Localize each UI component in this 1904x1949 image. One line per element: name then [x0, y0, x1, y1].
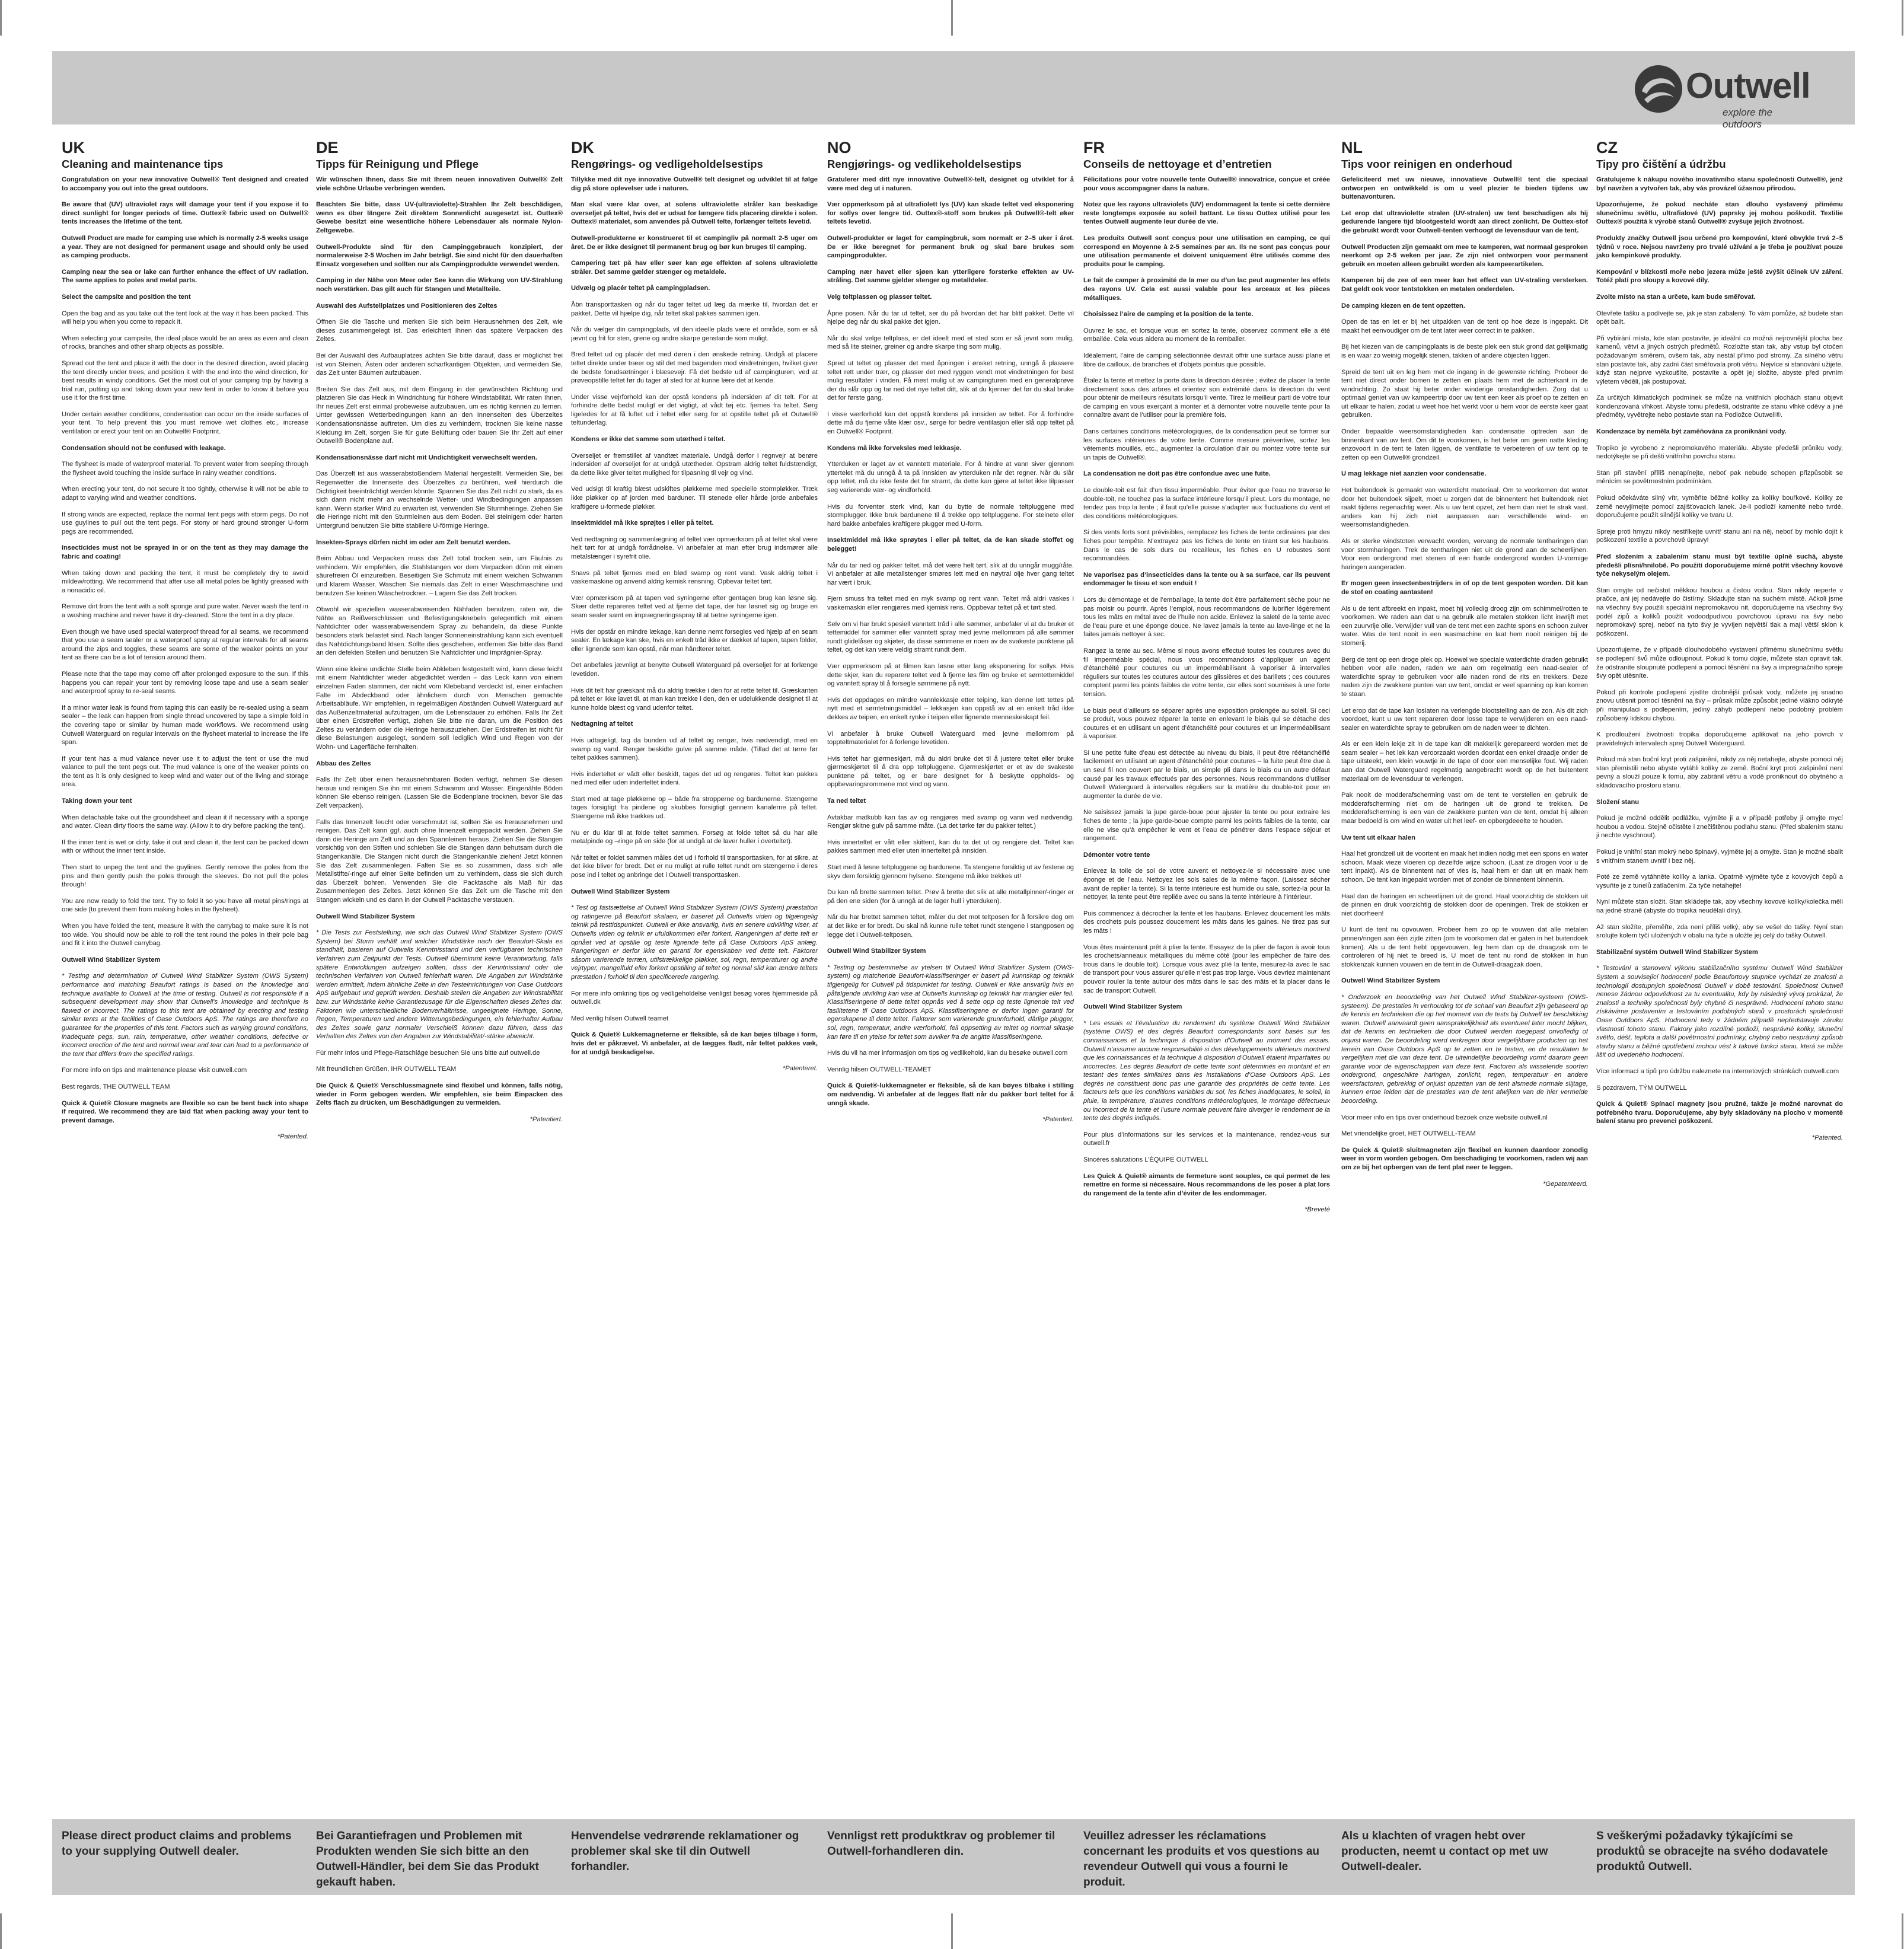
paragraph: Beachten Sie bitte, dass UV-(ultraviolette)-Strahlen Ihr Zelt beschädigen, wenn es über längere Zeit direktem Sonnenlicht ausgesetzt ist. Outtex® Gewebe besitzt eine wesentliche höhere Lebensdauer als normale Nylon-Zeltgewebe.: [316, 201, 563, 234]
patent-note: *Patented.: [277, 1133, 308, 1141]
paragraph: Outwell Producten zijn gemaakt om mee te kamperen, wat normaal gesproken neerkomt op 2-5 weken per jaar. Ze zijn niet ontworpen voor permanent gebruik en moeten alleen gebruikt worden als kampeerartikelen.: [1341, 243, 1588, 268]
section-title: Rengørings- og vedligeholdelsestips: [571, 158, 763, 170]
paragraph: I visse værforhold kan det oppstå kondens på innsiden av teltet. For å forhindre dette må du fjerne våte klær osv., sørge for bedre ventilasjon eller slå opp teltet på en Outwell® Footprint.: [827, 410, 1074, 436]
subheading: Insektmiddel må ikke sprøjtes i eller på teltet.: [571, 519, 714, 527]
subheading: Velg teltplassen og plasser teltet.: [827, 293, 932, 301]
paragraph: Campering tæt på hav eller søer kan øge effekten af solens ultraviolette stråler. Det samme gælder stænger og metaldele.: [571, 260, 818, 276]
paragraph: Remove dirt from the tent with a soft sponge and pure water. Never wash the tent in a washing machine and never have it dry-cleaned. Store the tent in a dry place.: [62, 603, 308, 619]
paragraph: Mit freundlichen Grüßen, IHR OUTWELL TEAM: [316, 1066, 457, 1073]
paragraph: Poté ze země vytáhněte kolíky a lanka. Opatrně vyjměte tyče z kovových čepů a vysuňte je z tunelů zatlačením. Za tyče netahejte!: [1596, 873, 1843, 889]
paragraph: Berg de tent op een droge plek op. Hoewel we speciale waterdichte draden gebruikt hebben voor alle naden, raden we aan om regelmatig een naad-sealer of waterdichte spray te gebruiken voor alle naden rond de rits en trekkers. Deze naden zijn de zwakkere punten van uw tent, omdat er veel spanning op kan komen te staan.: [1341, 656, 1588, 698]
patent-note: *Patentert.: [1042, 1116, 1074, 1124]
crop-mark: [1902, 1913, 1903, 1949]
subheading: Kondensationsnässe darf nicht mit Undichtigkeit verwechselt werden.: [316, 454, 538, 461]
paragraph: Ved udsigt til kraftig blæst udskiftes pløkkerne med specielle stormpløkker. Træk ikke pløkker op af jorden med barduner. Til stenede eller hårde jorde anbefales kraftigere u-formede pløkker.: [571, 486, 818, 511]
footer-claims-dk: Henvendelse vedrørende reklamationer og problemer skal ske til din Outwell forhandler.: [571, 1830, 799, 1873]
subheading: Er mogen geen insectenbestrijders in of op de tent gespoten worden. Dit kan de stof en coating aantasten!: [1341, 580, 1588, 596]
column-body: [827, 176, 1074, 1124]
language-code: FR: [1083, 139, 1105, 157]
paragraph: Hvis udtageligt, tag da bunden ud af teltet og rengør, hvis nødvendigt, med en svamp og vand. Rengør beskidte gulve på samme måde. (Tillad det at tørre før teltet pakkes sammen).: [571, 736, 818, 762]
paragraph: Let erop dat de tape kan loslaten na verlengde blootstelling aan de zon. Als dit zich voordoet, kunt u uw tent repareren door losse tape te verwijderen en een naad-sealer en waterdichte spray te gebruiken om de naden weer te dichten.: [1341, 707, 1588, 732]
crop-mark: [1902, 0, 1903, 36]
paragraph: * Die Tests zur Feststellung, wie sich das Outwell Wind Stabilizer System (OWS System) bei Sturm verhält und welcher Windstärke nach der Beaufort-Skala es standhält, basieren auf Outwells Kenntnisstand und den verfügbaren technischen Verfahren zum Zeitpunkt der Tests. Outwell übernimmt keine Verantwortung, falls spätere Entwicklungen aufzeigen sollten, dass der Kenntnisstand oder die technischen Verfahren von Outwell fehlerhaft waren. Die Angaben zur Windstärke werden ermittelt, indem ähnliche Zelte in den Testeinrichtungen von Oase Outdoors ApS aufgebaut und geprüft werden. Deshalb stellen die Angaben zur Windstabilität bzw. zur Windstärke keine Garantiezusage für die Eigenschaften dieses Zeltes dar. Faktoren wie unterschiedliche Bodenverhältnisse, ungeeignete Heringe, Sonne, Regen, Temperaturen und andere Witterungsbedingungen, ein fehlerhafter Aufbau des Zeltes sowie ganz normaler Verschleiß können dazu führen, dass das Verhalten des Zeltes von den Angaben zur Windstabilität/-stärke abweicht.: [316, 929, 563, 1041]
paragraph: Kempování v blízkosti moře nebo jezera může ještě zvýšit účinek UV záření. Totéž platí pro sloupy a kovové díly.: [1596, 268, 1843, 285]
paragraph: Tropiko je vyrobeno z nepromokavého materiálu. Abyste předešli průniku vody, nedotýkejte se při dešti vnitřního povrchu stanu.: [1596, 444, 1843, 461]
paragraph: Za určitých klimatických podmínek se může na vnitřních plochách stanu objevit kondenzovaná vlhkost. Abyste tomu předešli, odstraňte ze stanu vlhké oděvy a jiné předměty, vyvětrejte nebo postavte stan na Podložce Outwell®.: [1596, 394, 1843, 419]
paragraph: Kamperen bij de zee of een meer kan het effect van UV-straling versterken. Dat geldt ook voor tentstokken en metalen onderdelen.: [1341, 277, 1588, 293]
column-body: [1083, 176, 1330, 1214]
paragraph: Quick & Quiet® Spínací magnety jsou pružné, takže je možné narovnat do potřebného tvaru. Doporučujeme, aby byly skladovány na plocho v momentě balení stanu pro prevenci poškození.: [1596, 1101, 1843, 1125]
paragraph: Vi anbefaler å bruke Outwell Waterguard med jevne mellomrom på toppteltmaterialet for å forlenge levetiden.: [827, 730, 1074, 747]
paragraph: When selecting your campsite, the ideal place would be an area as even and clean of rocks, branches and other sharp objects as possible.: [62, 334, 308, 351]
subheading: Taking down your tent: [62, 798, 132, 805]
paragraph: Die Quick & Quiet® Verschlussmagnete sind flexibel und können, falls nötig, wieder in Form gebogen werden. Wir empfehlen, sie beim Einpacken des Zelts flach zu drücken, um Beschädigungen zu vermeiden.: [316, 1082, 563, 1107]
subheading: Kondens er ikke det samme som utæthed i teltet.: [571, 436, 726, 444]
section-title: Cleaning and maintenance tips: [62, 158, 224, 170]
paragraph: Snavs på teltet fjernes med en blød svamp og rent vand. Vask aldrig teltet i vaskemaskine og anvend aldrig kemisk rensning. Opbevar teltet tørt.: [571, 569, 818, 586]
paragraph: Open the bag and as you take out the tent look at the way it has been packed. This will help you when you come to repack it.: [62, 310, 308, 326]
paragraph: Fjern smuss fra teltet med en myk svamp og rent vann. Teltet må aldri vaskes i vaskemaskin eller rengjøres med kjemisk rens. Oppbevar teltet på et tørt sted.: [827, 595, 1074, 611]
paragraph: Hvis innerteltet er vått eller skittent, kan du ta det ut og rengjøre det. Teltet kan pakkes sammen med eller uten innerteltet på innsiden.: [827, 838, 1074, 855]
paragraph: Outwell Product are made for camping use which is normally 2-5 weeks usage a year. They are not designed for permanent usage and should only be used as camping products.: [62, 234, 308, 260]
paragraph: Pak nooit de modderafscherming vast om de tent te verstellen en gebruik de modderafscherming niet om de haringen uit de grond te trekken. De modderafscherming is een van de zwakkere punten van de tent, omdat hij alleen maar bedoeld is om wind en water uit het leef- en opbergdeeelte te houden.: [1341, 792, 1588, 825]
paragraph: Tillykke med dit nye innovative Outwell® telt designet og udviklet til at følge dig på store oplevelser ude i naturen.: [571, 176, 818, 192]
patent-note: *Gepatenteerd.: [1543, 1180, 1588, 1188]
subheading: Zvolte místo na stan a určete, kam bude směřovat.: [1596, 293, 1756, 301]
paragraph: Spreje proti hmyzu nikdy nestříkejte uvnitř stanu ani na něj, neboť by mohlo dojít k poškození textilie a povrchové úpravy!: [1596, 528, 1843, 544]
paragraph: Når du vælger din campingplads, vil den ideelle plads være et område, som er så jævnt og frit for sten, grene og andre skarpe genstande som muligt.: [571, 326, 818, 342]
paragraph: Notez que les rayons ultraviolets (UV) endommagent la tente si cette dernière reste longtemps exposée au soleil battant. Le tissu Outtex utilisé pour les tentes Outwell augmente leur durée de vie.: [1083, 201, 1330, 226]
paragraph: * Onderzoek en beoordeling van het Outwell Wind Stabilizer-systeem (OWS-systeem). De prestaties in verhouding tot de schaal van Beaufort zijn gebaseerd op de kennis en technieken die op het moment van de tests bij Outwell ter beschikking waren. Outwell aanvaardt geen aansprakelijkheid als eventueel later mocht blijken, dat de kennis en technieken die door Outwell werden toegepast onvolledig of onjuist waren. De beoordeling werd verkregen door vergelijkbare producten op het terrein van Oase Outdoors ApS op te zetten en te testen, en de resultaten te vergelijken met die van deze tent. De uiteindelijke beoordeling vormt daarom geen garantie voor de eigenschappen van deze tent. Factoren als wisselende soorten ondergrond, ongeschikte haringen, zonlicht, regen, temperatuur en andere weersfactoren, gebrekkig of onjuist opzetten van de tent alsmede normale slijtage, kunnen ertoe leiden dat de prestaties van de tent afwijken van de hier vermelde beoordeling.: [1341, 993, 1588, 1105]
paragraph: Med venlig hilsen Outwell teamet: [571, 1015, 669, 1022]
paragraph: Produkty značky Outwell jsou určené pro kempování, které obvykle trvá 2–5 týdnů v roce. Nejsou navrženy pro trvalé užívání a je třeba je používat pouze jako kempinkové produkty.: [1596, 234, 1843, 260]
patent-note: *Breveté: [1305, 1206, 1330, 1214]
section-title: Tipy pro čištění a údržbu: [1596, 158, 1726, 170]
footer-claims-uk: Please direct product claims and problems to your supplying Outwell dealer.: [62, 1830, 292, 1858]
paragraph: For more info on tips and maintenance please visit outwell.com: [62, 1067, 247, 1074]
column-body: [1596, 176, 1843, 1142]
paragraph: Upozorňujeme, že pokud necháte stan dlouho vystavený přímému slunečnímu světlu, ultrafialové (UV) paprsky jej mohou poškodit. Textilie Outtex® použitá k výrobě stanů Outwell® zvyšuje jejich životnost.: [1596, 201, 1843, 226]
footer-claims-no: Vennligst rett produktkrav og problemer til Outwell-forhandleren din.: [827, 1830, 1055, 1858]
paragraph: Gratulujeme k nákupu nového inovativního stanu společnosti Outwell®, jenž byl navržen a vytvořen tak, aby vás provázel úžasnou přírodou.: [1596, 176, 1843, 192]
paragraph: Vous êtes maintenant prêt à plier la tente. Essayez de la plier de façon à avoir tous les crochets/anneaux métalliques du même côté (pour les empêcher de faire des trous dans le double toit). Lorsque vous avez plié la tente, mesurez-la avec le sac de transport pour vous assurer qu’elle n’est pas trop large. Vous devriez maintenant pouvoir rouler la tente autour des mâts dans le sac des mâts et la placer dans le sac de transport Outwell.: [1083, 943, 1330, 994]
paragraph: Når teltet er foldet sammen måles det ud i forhold til transporttasken, for at sikre, at det ikke bliver for bredt. Det er nu muligt at rulle teltet rundt om stængerne i deres pose ind i teltet og anbringe det i Outwell transporttasken.: [571, 854, 818, 879]
paragraph: If strong winds are expected, replace the normal tent pegs with storm pegs. Do not use guylines to pull out the tent pegs. For stony or hard ground stronger U-form pegs are recommended.: [62, 511, 308, 535]
paragraph: Avtakbar matkubb kan tas av og rengjøres med svamp og vann ved nødvendig. Rengjør skitne gulv på samme måte. (La det tørke før du pakker teltet.): [827, 814, 1074, 830]
paragraph: When detachable take out the groundsheet and clean it if necessary with a sponge and water. Clean dirty floors the same way. (Allow it to dry before packing the tent).: [62, 814, 308, 830]
subheading: Outwell Wind Stabilizer System: [827, 948, 926, 955]
patent-note: *Patented.: [1811, 1134, 1843, 1141]
paragraph: Nyní můžete stan složit. Stan skládejte tak, aby všechny kovové kolíky/kolečka měli na jedné straně (abyste do tropika neudělali díry).: [1596, 898, 1843, 914]
paragraph: Når du tar ned og pakker teltet, må det være helt tørt, slik at du unngår mugg/råte. Vi anbefaler at alle metallstenger smøres lett med en nøytral olje hver gang teltet har vært i bruk.: [827, 562, 1074, 586]
paragraph: Falls Ihr Zelt über einen herausnehmbaren Boden verfügt, nehmen Sie diesen heraus und reinigen Sie ihn mit einem Schwamm und Wasser. Eingenähte Böden können Sie ebenso reinigen. (Lassen Sie die Bodenplane trocknen, bevor Sie das Zelt verpacken).: [316, 776, 563, 810]
paragraph: Více informací a tipů pro údržbu naleznete na internetových stránkách outwell.com: [1596, 1067, 1839, 1075]
paragraph: Åbn transporttasken og når du tager teltet ud læg da mærke til, hvordan det er pakket. Dette vil hjælpe dig, når teltet skal pakkes sammen igen.: [571, 301, 818, 317]
language-column-nl: [1341, 139, 1588, 1799]
crop-mark: [0, 0, 2, 36]
paragraph: Hvis det oppdages en mindre vannlekkasje etter teiping, kan denne lett tettes på nytt med et sømtetningsmiddel – lekkasjen kan oppstå av at en enkelt tråd ikke dekkes av teipen, en enkelt rynke i teipen eller lignende menneskeskapt feil.: [827, 696, 1074, 721]
paragraph: Étalez la tente et mettez la porte dans la direction désirée ; évitez de placer la tente directement sous des arbres et orientez son extrémité dans la direction du vent pour obtenir de meilleurs résultats lorsqu’il vente. Tirez le meilleur parti de votre tour de camping en vous exerçant à monter et à démonter votre nouvelle tente pour la connaître avant de l’utiliser pour la première fois.: [1083, 377, 1330, 419]
column-body: [62, 176, 308, 1141]
subheading: Kondenzace by neměla být zaměňována za proniknání vody.: [1596, 428, 1787, 436]
paragraph: Under visse vejrforhold kan der opstå kondens på indersiden af dit telt. For at forhindre dette bedst muligt er det vigtigt, at vådt tøj etc. fjernes fra teltet. Sørg ligeledes for at få luftet ud i teltet eller sørg for at opstille teltet på et Outwell® teltunderlag.: [571, 393, 818, 427]
footer-claims-nl: Als u klachten of vragen hebt over producten, neemt u contact op met uw Outwell-dealer.: [1341, 1830, 1548, 1873]
paragraph: Haal het grondzeil uit de voortent en maak het indien nodig met een spons en water schoon. Maak vieze vloeren op dezelfde wijze schoon. (Laat ze drogen voor u de tent inpakt). Als de binnentent nat of vies is, haal hem er dan uit en maak hem schoon. De tent kan ingepakt worden met of zonder de binnentent binnenin.: [1341, 850, 1588, 883]
paragraph: Outwell-produkterne er konstrueret til et campingliv på normalt 2-5 uger om året. De er ikke designet til permanent brug og bør kun bruges til camping.: [571, 234, 818, 251]
paragraph: * Test og fastsættelse af Outwell Wind Stabilizer System (OWS System) præstation og ratingerne på Beaufort skalaen, er baseret på Outwells viden og tilgængelig teknik på testtidspunktet. Outwell er ikke ansvarlig, hvis en senere udvikling viser, at Outwells viden og teknik er ufuldkommen eller forkert. Rangeringen af dette telt er opnået ved at opstille og teste lignende telte på Oase Outdoors ApS anlæg. Rangeringen er derfor ikke en garanti for egenskaben ved dette telt. Faktorer såsom varierende terræn, utilstrækkelige pløkker, sol, regn, temperaturer og andre vejrtyper, mangelfuld eller forkert opstilling af teltet og normal slid kan ændre teltets præstation i forhold til den specificerede rangering.: [571, 904, 818, 981]
subheading: Outwell Wind Stabilizer System: [571, 888, 670, 895]
paragraph: Pokud je vnitřní stan mokrý nebo špinavý, vyjměte jej a omyjte. Stan je možné sbalit s vnitřním stanem uvnitř i bez něj.: [1596, 848, 1843, 865]
paragraph: Åpne posen. Når du tar ut teltet, ser du på hvordan det har blitt pakket. Dette vil hjelpe deg når du skal pakke det igjen.: [827, 310, 1074, 326]
subheading: Složení stanu: [1596, 798, 1640, 806]
subheading: Outwell Wind Stabilizer System: [1341, 977, 1440, 985]
paragraph: * Les essais et l’évaluation du rendement du système Outwell Wind Stabilizer (système OWS) et des degrés Beaufort correspondants sont basés sur les connaissances et la technique à disposition d’Outwell au moment des essais. Outwell n’assume aucune responsabilité si des développements ultérieurs montrent que les connaissances et la technique à disposition d’Outwell étaient imparfaites ou incorrectes. Les degrés Beaufort de cette tente sont déterminés en montant et en testant des tentes similaires dans les installations d’Oase Outdoors ApS. Les degrés ne constituent donc pas une garantie des propriétés de cette tente. Les facteurs tels que les conditions variables du sol, les fiches inadéquates, le soleil, la pluie, la température, d’autres conditions météorologiques, le montage défectueux ou incorrect de la tente et l’usure normale peuvent faire diverger le rendement de la tente des degrés indiqués.: [1083, 1019, 1330, 1122]
paragraph: Rangez la tente au sec. Même si nous avons effectué toutes les coutures avec du fil imperméable spécial, nous vous recommandons d’appliquer un agent d’étanchéité pour coutures ou un imperméabilisant à vaporiser à intervalles réguliers sur toutes les coutures autour des glissières et des barillets ; ces coutures comptent parmi les points faibles de votre tente, car elles sont soumises à une forte tension.: [1083, 647, 1330, 698]
paragraph: For mere info omkring tips og vedligeholdelse venligst besøg vores hjemmeside på outwell.dk: [571, 990, 818, 1006]
paragraph: Camping near the sea or lake can further enhance the effect of UV radiation. The same applies to poles and metal parts.: [62, 268, 308, 285]
language-code: CZ: [1596, 139, 1618, 157]
paragraph: Breiten Sie das Zelt aus, mit dem Eingang in der gewünschten Richtung und platzieren Sie das Heck in Windrichtung für höhere Windstabilität. Wir raten Ihnen, Ihr neues Zelt erst einmal probeweise aufzubauen, um es richtig kennen zu lernen. Unter gewissen Wetterbedingungen kann an den Innenseiten des Überzeltes Kondensationsnässe auftreten. Um dies zu verhindern, trocknen Sie keine nasse Kleidung im Zelt, sorgen Sie für gute Belüftung oder bauen Sie Ihr Zelt auf einer Outwell® Bodenplane auf.: [316, 385, 563, 445]
paragraph: Otevřete tašku a podívejte se, jak je stan zabalený. To vám pomůže, až budete stan opět balit.: [1596, 310, 1843, 326]
paragraph: Le double-toit est fait d’un tissu imperméable. Pour éviter que l’eau ne traverse le double-toit, ne touchez pas la surface intérieure lorsqu’il pleut. Lors du montage, ne tendez pas trop la tente ; il faut qu’elle puisse s’adapter aux fluctuations du vent et des conditions météorologiques.: [1083, 487, 1330, 520]
language-column-no: [827, 139, 1074, 1799]
paragraph: Bij het kiezen van de campingplaats is de beste plek een stuk grond dat gelijkmatig is en waar zo weinig mogelijk stenen, takken of andere objecten liggen.: [1341, 343, 1588, 359]
paragraph: Når du skal velge teltplass, er det ideelt med et sted som er så jevnt som mulig, med så lite steiner, greiner og andre skarpe ting som mulig.: [827, 334, 1074, 351]
paragraph: Start med at tage pløkkerne op – både fra stropperne og bardunerne. Stængerne tages forsigtigt fra pindene og skubbes forsigtigt gennem kanalerne på teltet. Stængerne må ikke trækkes ud.: [571, 795, 818, 821]
section-title: Rengjørings- og vedlikeholdelsestips: [827, 158, 1022, 170]
paragraph: Ne saisissez jamais la jupe garde-boue pour ajuster la tente ou pour extraire les fiches de tente ; la jupe garde-boue compte parmi les points faibles de la tente, car elle ne vise qu’à empêcher le vent et l’eau de pénétrer dans l’espace séjour et rangement.: [1083, 809, 1330, 843]
paragraph: If your tent has a mud valance never use it to adjust the tent or use the mud valance to pull the tent pegs out. The mud valance is one of the weaker points on the tent as it is only designed to keep wind and water out of the living and storage area.: [62, 755, 308, 789]
paragraph: Le biais peut d’ailleurs se séparer après une exposition prolongée au soleil. Si ceci se produit, vous pouvez réparer la tente en enlevant le biais qui se détache des coutures et en utilisant un agent d’étanchéité pour coutures et un imperméabilisant à vaporiser.: [1083, 707, 1330, 741]
paragraph: Sincères salutations L’ÉQUIPE OUTWELL: [1083, 1156, 1208, 1164]
subheading: Ne vaporisez pas d’insecticides dans la tente ou à sa surface, car ils peuvent endommager le tissu et son enduit !: [1083, 571, 1330, 588]
paragraph: * Testing og bestemmelse av ytelsen til Outwell Wind Stabilizer System (OWS-system) og matchende Beaufort-klassifiseringer er basert på kunnskap og teknikk tilgjengelig for Outwell på tidspunktet for testing. Outwell er ikke ansvarlig hvis en påfølgende utvikling kan vise at Outwells kunnskap og teknikk har mangler eller feil. Klassifiseringene til dette teltet oppnås ved å sette opp og teste lignende telt ved fasilitetene til Oase Outdoors ApS. Klassifiseringene er derfor ingen garanti for egenskapene til dette teltet. Faktorer som varierende grunnforhold, dårlige plugger, sol, regn, temperatur, andre værforhold, feil oppsetting av teltet og normal slitasje kan føre til en ytelse for teltet som avviker fra de angitte klassifiseringene.: [827, 964, 1074, 1041]
paragraph: Nu er du klar til at folde teltet sammen. Forsøg at folde teltet så du har alle metalpinde og –ringe på en side (for at undgå at de laver huller i overteltet).: [571, 829, 818, 846]
subheading: Nedtagning af teltet: [571, 720, 633, 728]
paragraph: Under certain weather conditions, condensation can occur on the inside surfaces of your tent. To help prevent this you must remove wet clothes etc., increase ventilation or erect your tent on an Outwell® Footprint.: [62, 410, 308, 436]
paragraph: Als er sterke windstoten verwacht worden, vervang de normale tentharingen dan voor stormharingen. Trek de tentharingen niet uit de grond aan de scheerlijnen. Voor een ondergrond met stenen of een harde ondergrond worden U-vormige haringen aangeraden.: [1341, 538, 1588, 571]
section-title: Tipps für Reinigung und Pflege: [316, 158, 479, 170]
paragraph: Quick & Quiet® Closure magnets are flexible so can be bent back into shape if required. We recommend they are laid flat when packing away your tent to prevent damage.: [62, 1099, 308, 1124]
paragraph: Hvis du vil ha mer informasjon om tips og vedlikehold, kan du besøke outwell.com: [827, 1050, 1068, 1057]
language-column-uk: [62, 139, 308, 1799]
paragraph: Das Überzelt ist aus wasserabstoßendem Material hergestellt. Vermeiden Sie, bei Regenwetter die Innenseite des Überzeltes zu berühren, weil hierdurch die Dichtigkeit beeinträchtigt werden könnte. Spannen Sie das Zelt nicht zu stark, da es sich dann nicht mehr an wechselnde Wetter- und Windbedingungen anpassen kann. Wenn starker Wind zu erwarten ist, verwenden Sie Sturmheringe. Ziehen Sie die Heringe nicht mit den Sturmleinen aus dem Boden. Bei steinigem oder harten Untergrund benutzen Sie bitte stabilere U-förmige Heringe.: [316, 470, 563, 529]
paragraph: The flysheet is made of waterproof material. To prevent water from seeping through the flysheet avoid touching the inside surface in rainy weather conditions.: [62, 461, 308, 477]
paragraph: Camping in der Nähe von Meer oder See kann die Wirkung von UV-Strahlung noch verstärken. Das gilt auch für Stangen und Metallteile.: [316, 277, 563, 293]
paragraph: When erecting your tent, do not secure it too tightly, otherwise it will not be able to adapt to varying wind and weather conditions.: [62, 486, 308, 502]
language-column-dk: [571, 139, 818, 1799]
paragraph: Vær oppmerksom på at ultrafiolett lys (UV) kan skade teltet ved eksponering for sollys over lengre tid. Outtex®-stoff som brukes på Outwell®-telt øker teltets levetid.: [827, 201, 1074, 226]
paragraph: Wir wünschen Ihnen, dass Sie mit Ihrem neuen innovativen Outwell® Zelt viele schöne Urlaube verbringen werden.: [316, 176, 563, 192]
paragraph: Les Quick & Quiet® aimants de fermeture sont souples, ce qui permet de les remettre en forme si nécessaire. Nous recommandons de les poser à plat lors du rangement de la tente afin d’éviter de les endommager.: [1083, 1172, 1330, 1197]
paragraph: Pokud je možné oddělit podlážku, vyjměte ji a v případě potřeby ji omyjte mycí houbou a vodou. Stejně očistěte i znečištěnou podlahu stanu. (Před sbalením stanu ji nechte vyschnout).: [1596, 815, 1843, 840]
paragraph: Si des vents forts sont prévisibles, remplacez les fiches de tente ordinaires par des fiches pour tempête. N’extrayez pas les fiches de tente en tirant sur les haubans. Dans le cas de sols durs ou rocailleux, les fiches en U robustes sont recommandées.: [1083, 529, 1330, 563]
subheading: La condensation ne doit pas être confondue avec une fuite.: [1083, 470, 1271, 478]
paragraph: Lors du démontage et de l’emballage, la tente doit être parfaitement sèche pour ne pas moisir ou pourrir. Après l’emploi, nous recommandons de lubrifier légèrement tous les mâts en métal avec de l’huile non acide. Enlevez la saleté de la tente avec de l’eau pure et une éponge douce. Ne lavez jamais la tente au lave-linge et ne la faites jamais nettoyer à sec.: [1083, 596, 1330, 639]
language-column-cz: [1596, 139, 1843, 1799]
paragraph: * Testing and determination of Outwell Wind Stabilizer System (OWS System) performance and matching Beaufort ratings is based on the knowledge and technique available to Outwell at the time of testing. Outwell is not responsible if a subsequent development may show that Outwell's knowledge and technique is flawed or incorrect. The ratings to this tent are obtained by erecting and testing similar tents at the facilities of Oase Outdoors ApS. The ratings are therefore no guarantee for the properties of this tent. Factors such as varying ground conditions, inadequate pegs, sun, rain, temperature, other weather conditions, defective or incorrect erection of the tent and normal wear and tear can lead to a performance of the tent that differs from the specified ratings.: [62, 972, 308, 1058]
paragraph: Pokud očekáváte silný vítr, vyměňte běžné kolíky za kolíky bouřkové. Kolíky ze země nevyjímejte pomocí zajišťovacích lanek. Je-li podloží kamenité nebo tvrdé, doporučujeme použít silnější kolíky ve tvaru U.: [1596, 495, 1843, 519]
paragraph: Dans certaines conditions météorologiques, de la condensation peut se former sur les surfaces intérieures de votre tente. Comme mesure préventive, sortez les vêtements mouillés, etc., augmentez la circulation d’air ou montez votre tente sur un tapis de Outwell®.: [1083, 428, 1330, 461]
paragraph: Pokud má stan boční kryt proti zašpinění, nikdy za něj netahejte, abyste pomocí něj stan přemístili nebo abyste vytáhli kolíky ze země. Boční kryt proti zašpinění není pevný a slouží pouze k tomu, aby zabránil větru a vodě proniknout do obytného a skladovacího prostoru stanu.: [1596, 756, 1843, 790]
paragraph: * Testování a stanovení výkonu stabilizačního systému Outwell Wind Stabilizer System a související hodnocení podle Beaufortovy stupnice vychází ze znalostí a technologií dostupných společnosti Outwell v době testování. Společnost Outwell nenese žádnou odpovědnost za tu eventualitu, kdy by následný vývoj prokázal, že znalosti a techniky společnosti byly chybné či nesprávné. Hodnocení tohoto stanu získáváme postavením a testováním podobných stanů v prostorách společnosti Oase Outdoors ApS. Hodnocení tedy v žádném případě nepředstavuje záruku vlastností tohoto stanu. Faktory jako rozdílné podloží, nesprávné kolíky, sluneční světlo, déšť, teplota a další povětrnostní podmínky, chybný nebo nesprávný způsob stavby stanu a běžné opotřebení mohou vést k takové funkci stanu, která se může lišit od uvedeného hodnocení.: [1596, 965, 1843, 1059]
paragraph: Félicitations pour votre nouvelle tente Outwell® innovatrice, conçue et créée pour vous accompagner dans la nature.: [1083, 176, 1330, 192]
paragraph: Gefeliciteerd met uw nieuwe, innovatieve Outwell® tent die speciaal ontworpen en ontwikkeld is om u veel plezier te bieden tijdens uw buitenavonturen.: [1341, 176, 1588, 201]
section-title: Conseils de nettoyage et d’entretien: [1083, 158, 1272, 170]
header-band: [52, 51, 1855, 125]
paragraph: Then start to unpeg the tent and the guylines. Gently remove the poles from the pins and then gently push the poles through the sleeves. Do not pull the poles through!: [62, 864, 308, 889]
brand-logo: [1634, 59, 1811, 130]
outwell-swirl-logo-icon: [1634, 64, 1683, 114]
paragraph: S pozdravem, TÝM OUTWELL: [1596, 1084, 1687, 1092]
paragraph: Best regards, THE OUTWELL TEAM: [62, 1083, 170, 1090]
paragraph: Congratulation on your new innovative Outwell® Tent designed and created to accompany you out into the great outdoors.: [62, 176, 308, 192]
paragraph: Si une petite fuite d’eau est détectée au niveau du biais, il peut être réétanchéifié facilement en utilisant un agent d’étanchéité pour coutures – la fuite peut être due à un seul fil non couvert par le biais, un simple pli dans le biais ou un autre défaut causé par les travaux effectués par des personnes. Nous recommandons d’utiliser Outwell Waterguard à intervalles réguliers sur la matière du double-toit pour en augmenter la durée de vie.: [1083, 749, 1330, 800]
paragraph: Als er een klein lekje zit in de tape kan dit makkelijk gerepareerd worden met de seam sealer – het lek kan veroorzaakt worden doordat een enkel draadje onder de tape uitsteekt, een klein vouwtje in de tape of door een menselijke fout. Wij raden aan dat Outwell Waterguard regelmatig aangebracht wordt op de het buitentent materiaal om de levensduur te verlengen.: [1341, 741, 1588, 783]
paragraph: Hvis teltet har gjørmeskjørt, må du aldri bruke det til å justere teltet eller bruke gjørmeskjørtet til å dra opp teltpluggene. Gjørmeskjørtet er et av de svakeste punktene på teltet, og er bare designet for å beskytte oppholds- og oppbevaringsrommene mot vind og vann.: [827, 755, 1074, 789]
paragraph: Open de tas en let er bij het uitpakken van de tent op hoe deze is ingepakt. Dit maakt het eenvoudiger om de tent later weer correct in te pakken.: [1341, 318, 1588, 334]
footer-claims-fr: Veuillez adresser les réclamations concernant les produits et vos questions au revendeur Outwell qui vous a fourni le produit.: [1083, 1830, 1320, 1889]
subheading: Před složením a zabalením stanu musí být textilie úplně suchá, abyste předešli plísni/hnilobě. Po použití doporučujeme mírně potřít všechny kovové tyče nekyselým olejem.: [1596, 553, 1843, 578]
paragraph: Vær opmærksom på at tapen ved syningerne efter gentagen brug kan løsne sig. Skær dette repareres teltet ved at fjerne det tape, der har løsnet sig og bruge en seam sealer samt en imprægneringsspray til at tætne syningerne igen.: [571, 594, 818, 619]
paragraph: Gratulerer med ditt nye innovative Outwell®-telt, designet og utviklet for å være med deg ut i naturen.: [827, 176, 1074, 192]
subheading: Choisissez l’aire de camping et la position de la tente.: [1083, 311, 1254, 318]
subheading: Insekten-Sprays dürfen nicht im oder am Zelt benutzt werden.: [316, 538, 511, 546]
subheading: Outwell Wind Stabilizer System: [316, 913, 415, 920]
patent-note: *Patenteret.: [782, 1065, 818, 1073]
paragraph: When you have folded the tent, measure it with the carrybag to make sure it is not too wide. You should now be able to roll the tent round the poles in their pole bag and fit it into the Outwell carrybag.: [62, 923, 308, 948]
paragraph: Camping nær havet eller sjøen kan ytterligere forsterke effekten av UV-stråling. Det samme gjelder stenger og metalldeler.: [827, 268, 1074, 285]
paragraph: Spred ut teltet og plasser det med åpningen i ønsket retning, unngå å plassere teltet rett under trær, og plasser det med ryggen vendt mot vindretningen for best mulig resultater i vinden. Få mest mulig ut av campingturen med en generalprøve der du slår opp og tar ned det nye teltet ditt, slik at du kjenner det før du skal bruke det for første gang.: [827, 359, 1074, 402]
patent-note: *Patentiert.: [530, 1115, 563, 1123]
paragraph: U kunt de tent nu opvouwen. Probeer hem zo op te vouwen dat alle metalen pinnen/ringen aan één zijde zitten (om te voorkomen dat er gaten in het buitendoek komen). Als u de tent hebt opgevouwen, leg hem dan op de draagzak om te controleren of hij niet te breed is. U moet de tent nu rond de stokken in hun stokkenzak kunnen vouwen en de tent in de Outwell-draagzak doen.: [1341, 926, 1588, 968]
paragraph: Beim Abbau und Verpacken muss das Zelt total trocken sein, um Fäulnis zu verhindern. Wir empfehlen, die Stahlstangen vor dem Verpacken dünn mit einem säurefreien Öl einzureiben. Beseitigen Sie Schmutz mit einem weichen Schwamm und klarem Wasser. Waschen Sie niemals das Zelt in einer Waschmaschine und benutzen Sie keinen Wäschetrockner. – Lagern Sie das Zelt trocken.: [316, 555, 563, 597]
subheading: Démonter votre tente: [1083, 851, 1150, 859]
crop-mark: [0, 1913, 2, 1949]
subheading: Outwell Wind Stabilizer System: [1083, 1003, 1182, 1011]
column-body: [316, 176, 563, 1124]
language-code: NL: [1341, 139, 1363, 157]
paragraph: Bei der Auswahl des Aufbauplatzes achten Sie bitte darauf, dass er möglichst frei ist von Steinen, Ästen oder anderen scharfkantigen Objekten, und vermeiden Sie, das Zelt unter Bäumen aufzubauen.: [316, 352, 563, 377]
paragraph: When taking down and packing the tent, it must be completely dry to avoid mildew/rotting. We recommend that after use all metal poles be lightly greased with a nonacidic oil.: [62, 569, 308, 594]
subheading: Auswahl des Aufstellplatzes und Positionieren des Zeltes: [316, 302, 497, 310]
subheading: Abbau des Zeltes: [316, 760, 371, 767]
subheading: Outwell Wind Stabilizer System: [62, 956, 161, 964]
paragraph: Outwell-produkter er laget for campingbruk, som normalt er 2–5 uker i året. De er ikke beregnet for permanent bruk og skal bare brukes som campingprodukter.: [827, 234, 1074, 260]
paragraph: Ytterduken er laget av et vanntett materiale. For å hindre at vann siver gjennom yttertelet må du unngå å ta på innsiden av ytterduken når det regner. Når du slår opp teltet, må du ikke feste det for stramt, da dette kan gjøre at teltet ikke tilpasser seg varierende vær- og vindforhold.: [827, 461, 1074, 495]
paragraph: Onder bepaalde weersomstandigheden kan condensatie optreden aan de binnenkant van uw tent. Om dit te voorkomen, is het beter om geen natte kleding enzovoort in de tent te laten liggen, de ventilatie te verbeteren of uw tent op te zetten op een Outwell® grondzeil.: [1341, 428, 1588, 461]
paragraph: Quick & Quiet® Lukkemagneterne er fleksible, så de kan bøjes tilbage i form, hvis det er påkrævet. Vi anbefaler, at de lægges fladt, når teltet pakkes væk, for at undgå beskadigelse.: [571, 1031, 818, 1056]
paragraph: Bred teltet ud og placér det med døren i den ønskede retning. Undgå at placere teltet direkte under træer og stil det med bagenden mod vindretningen, hvilket giver de bedste forudsætninger i blæsevejr. Få det bedste ud af campingturen, ved at prøveopstille teltet før du tager af sted for at kunne lære det at kende.: [571, 351, 818, 385]
paragraph: Du kan nå brette sammen teltet. Prøv å brette det slik at alle metallpinner/-ringer er på den ene siden (for å unngå at de lager hull i ytterduken).: [827, 889, 1074, 905]
paragraph: Let erop dat ultraviolette stralen (UV-stralen) uw tent beschadigen als hij gedurende langere tijd blootgesteld wordt aan direct zonlicht. De Outtex-stof die gebruikt wordt voor Outwell-tenten verhoogt de levensduur van de tent.: [1341, 209, 1588, 234]
paragraph: Falls das Innenzelt feucht oder verschmutzt ist, sollten Sie es herausnehmen und reinigen. Das Zelt kann ggf. auch ohne Innenzelt eingepackt werden. Ziehen Sie dann die Heringe am Zelt und an den Spannleinen heraus. Ziehen Sie die Stangen vorsichtig von den Stiften und schieben Sie die Stangen dann behutsam durch die Stangenkanäle. Die Stangen nicht durch die Stangenkanäle ziehen! Jetzt können Sie das Zelt zusammenlegen. Falten Sie es so zusammen, dass sich alle Metallstifte/-ringe auf einer Seite befinden um zu verhindern, dass sie sich durch das Überzelt bohren. Verwenden Sie die Packtasche als Maß für das Zusammenlegen des Zeltes. Jetzt können Sie das Zelt um die Tasche mit den Stangen wickeln und es dann in der Outwell Packtasche verstauen.: [316, 818, 563, 904]
paragraph: Be aware that (UV) ultraviolet rays will damage your tent if you expose it to direct sunlight for longer periods of time. Outtex® fabric used on Outwell® tents increases the lifetime of the tent.: [62, 201, 308, 226]
column-body: [571, 176, 818, 1073]
subheading: U mag lekkage niet aanzien voor condensatie.: [1341, 470, 1487, 478]
paragraph: Až stan složíte, přeměřte, zda není příliš velký, aby se vešel do tašky. Nyní stan srolujte kolem tyčí uložených v obalu na tyče a uložte jej celý do tašky Outwell.: [1596, 923, 1843, 940]
paragraph: Even though we have used special waterproof thread for all seams, we recommend that you use a seam sealer or a waterproof spray at regular intervals for all seams around the zips and toggles, these seams are some of the weaker points on your tent as there can be a lot of tension around them.: [62, 628, 308, 662]
paragraph: Met vriendelijke groet, HET OUTWELL-TEAM: [1341, 1130, 1476, 1138]
language-code: NO: [827, 139, 851, 157]
paragraph: Haal dan de haringen en scheerlijnen uit de grond. Haal voorzichtig de stokken uit de pinnen en druk voorzichtig de stokken door de openingen. Trek de stokken er niet doorheen!: [1341, 892, 1588, 917]
paragraph: Please note that the tape may come off after prolonged exposure to the sun. If this happens you can repair your tent by removing loose tape and use a seam sealer and waterproof spray to re-seal seams.: [62, 670, 308, 696]
column-body: [1341, 176, 1588, 1188]
subheading: De camping kiezen en de tent opzetten.: [1341, 302, 1465, 310]
paragraph: Hvis der opstår en mindre lækage, kan denne nemt forsegles ved hjælp af en seam sealer. En lækage kan ske, hvis en enkelt tråd ikke er dækket af tapen, tapen folder, eller lignende som kan opstå, når man håndterer teltet.: [571, 628, 818, 653]
subheading: Stabilizační systém Outwell Wind Stabilizer System: [1596, 948, 1758, 956]
subheading: Condensation should not be confused with leakage.: [62, 444, 226, 452]
section-title: Tips voor reinigen en onderhoud: [1341, 158, 1513, 170]
paragraph: Idéalement, l’aire de camping sélectionnée devrait offrir une surface aussi plane et libre de cailloux, de branches et d’objets pointus que possible.: [1083, 352, 1330, 368]
paragraph: Hvis du forventer sterk vind, kan du bytte de normale teltpluggene med stormplugger. Ikke bruk bardunene til å trekke opp teltpluggene. For steinete eller hard bakke anbefales kraftigere plugger med U-form.: [827, 503, 1074, 528]
paragraph: Selv om vi har brukt spesiell vanntett tråd i alle sømmer, anbefaler vi at du bruker et tettemiddel for sømmer eller vanntett spray med jevne mellomrom på alle sømmer rundt glidelåser og skjøter, da disse sømmene er noen av de svakeste punktene på teltet, og det kan være veldig stramt rundt dem.: [827, 620, 1074, 654]
brand-tagline: explore the outdoors: [1723, 107, 1773, 130]
paragraph: Hvis dit telt har græskant må du aldrig trække i den for at rette teltet til. Græskanten på teltet er ikke lavet til, at man kan trække i den, den er udelukkende designet til at kunne holde blæst og vand udenfor teltet.: [571, 687, 818, 712]
paragraph: K prodloužení životnosti tropika doporučujeme aplikovat na jeho povrch v pravidelných intervalech sprej Outwell Waterguard.: [1596, 731, 1843, 747]
paragraph: Spreid de tent uit en leg hem met de ingang in de gewenste richting. Probeer de tent niet direct onder bomen te zetten en plaats hem met de achterkant in de windrichting. Zo staat hij beter onder winderige omstandigheden. Zorg dat u optimaal geniet van uw kampeertrip door uw tent een keer als proef op te zetten en uit elkaar te halen, zodat u weet hoe het werkt voor u hem voor de eerste keer gaat gebruiken.: [1341, 368, 1588, 419]
paragraph: Start med å løsne teltpluggene og bardunene. Ta stengene forsiktig ut av festene og skyv dem forsiktig gjennom hylsene. Stengene må ikke trekkes ut!: [827, 864, 1074, 880]
paragraph: Het buitendoek is gemaakt van waterdicht materiaal. Om te voorkomen dat water door het buitendoek sijpelt, moet u zorgen dat de binnentent het buitendoek niet raakt tijdens regenachtig weer. Als u uw tent opzet, zet hem dan niet te strak vast, anders kan hij zich niet aanpassen aan verschillende wind- en weersomstandigheden.: [1341, 487, 1588, 529]
language-column-de: [316, 139, 563, 1799]
paragraph: Quick & Quiet®-lukkemagneter er fleksible, så de kan bøyes tilbake i stilling om nødvendig. Vi anbefaler at de legges flatt når du pakker bort teltet for å unngå skade.: [827, 1082, 1074, 1107]
subheading: Udvælg og placér teltet på campingpladsen.: [571, 285, 710, 292]
paragraph: Öffnen Sie die Tasche und merken Sie sich beim Herausnehmen des Zelt, wie dieses zusammengelegt ist. Das erleichtert Ihnen das spätere Verpacken des Zeltes.: [316, 318, 563, 343]
paragraph: Ouvrez le sac, et lorsque vous en sortez la tente, observez comment elle a été emballée. Cela vous aidera au moment de la remballer.: [1083, 327, 1330, 343]
paragraph: Als u de tent afbreekt en inpakt, moet hij volledig droog zijn om schimmel/rotten te voorkomen. We raden aan dat u na gebruik alle metalen stokken licht inwrijft met een zuurvrije olie. Verwijder vuil van de tent met een zachte spons en schoon zuiver water. Was de tent nooit in een wasmachine en laat hem nooit reinigen bij de stomerij.: [1341, 605, 1588, 647]
paragraph: Puis commencez à décrocher la tente et les haubans. Enlevez doucement les mâts des crochets puis poussez doucement les mâts dans les gaines. Ne tirez pas sur les mâts !: [1083, 910, 1330, 934]
subheading: Uw tent uit elkaar halen: [1341, 834, 1415, 841]
paragraph: Ved nedtagning og sammenlægning af teltet vær opmærksom på at teltet skal være helt tørt for at undgå forrådnelse. Vi anbefaler at man efter brug indsmører alle metalstænger i syrefrit olie.: [571, 535, 818, 560]
paragraph: Upozorňujeme, že v případě dlouhodobého vystavení přímému slunečnímu světlu se podlepení švů může odloupnout. Pokud k tomu dojde, můžete stan opravit tak, že odstraníte sloupnuté podlepení a pomocí těsnění na švy a impregnačního spreje švy opět utěsníte.: [1596, 646, 1843, 680]
paragraph: If the inner tent is wet or dirty, take it out and clean it, the tent can be packed down with or without the inner tent inside.: [62, 838, 308, 855]
language-code: UK: [62, 139, 85, 157]
paragraph: Voor meer info en tips over onderhoud bezoek onze website outwell.nl: [1341, 1114, 1548, 1121]
crop-mark: [951, 0, 953, 36]
paragraph: Wenn eine kleine undichte Stelle beim Abkleben festgestellt wird, kann diese leicht mit einem Nahtdichter wieder abgedichtet werden – das Leck kann von einem einzelnen Faden stammen, der nicht vom Klebeband verdeckt ist, einer einfachen Falte im Abdeckband oder ähnlichem durch von Menschen gemachte Arbeitsabläufe. Wir empfehlen, in regelmäßigen Abständen Outwell Waterguard auf das Außenzeltmaterial aufzutragen, um die Lebensdauer zu erhöhen. Falls Ihr Zelt über einen Erdstreifen verfügt, ziehen Sie bitte nie daran, um die Position des Zeltes zu verändern oder die Heringe herauszuziehen. Der Erdstreifen ist nicht für diese Belastungen ausgelegt, sondern soll lediglich Wind und Regen von der Wohn- und Lagerfläche fernhalten.: [316, 665, 563, 751]
subheading: Ta ned teltet: [827, 798, 866, 805]
paragraph: Vennlig hilsen OUTWELL-TEAMET: [827, 1066, 932, 1073]
paragraph: De Quick & Quiet® sluitmagneten zijn flexibel en kunnen daardoor zonodig weer in vorm worden gebogen. Om beschadiging te voorkomen, raden wij aan om ze bij het opbergen van de tent plat neer te leggen.: [1341, 1146, 1588, 1172]
paragraph: Pokud při kontrole podlepení zjistíte drobnější průsak vody, můžete jej snadno znovu utěsnit pomocí těsnění na švy – průsak může způsobit jediné vlákno odkryté při manipulaci s podlepením, jediný záhyb podlepení nebo podobný problém způsobený lidskou chybou.: [1596, 688, 1843, 722]
paragraph: Spread out the tent and place it with the door in the desired direction, avoid placing the tent directly under trees, and position it with the end into the wind direction, for best results in windy conditions. Get the most out of your camping trip by having a trial run, putting up and taking down your new tent in order to know it before you use it for the first time.: [62, 359, 308, 402]
paragraph: Outwell-Produkte sind für den Campinggebrauch konzipiert, der normalerweise 2-5 Wochen im Jahr beträgt. Sie sind nicht für den dauerhaften Einsatz vorgesehen und sollten nur als Campingprodukte verwendet werden.: [316, 243, 563, 268]
paragraph: Obwohl wir speziellen wasserabweisenden Nähfaden benutzen, raten wir, die Nähte an Reißverschlüssen und Befestigungsknebeln gelegentlich mit einem Nahtdichter oder wasserabweisendem Spray zu behandeln, da diese Punkte besonders stark belastet sind. Nach langer Sonneneinstrahlung kann sich eventuell das Nahtdichtungsband lösen. Sollte dies geschehen, entfernen Sie bitte das Band an den defekten Stellen und benutzen Sie Nahtdichter und Imprägnier-Spray.: [316, 606, 563, 657]
paragraph: You are now ready to fold the tent. Try to fold it so you have all metal pins/rings at one side (to prevent them from making holes in the flysheet).: [62, 897, 308, 914]
paragraph: Pour plus d’informations sur les services et la maintenance, rendez-vous sur outwell.fr: [1083, 1131, 1330, 1147]
paragraph: Når du har brettet sammen teltet, måler du det mot teltposen for å forsikre deg om at det ikke er for bredt. Du skal nå kunne rulle teltet rundt stengene i stangposen og legge det i Outwell-teltposen.: [827, 914, 1074, 939]
paragraph: Overseljet er fremstillet af vandtæt materiale. Undgå derfor i regnvejr at berøre indersiden af overseljet for at undgå utætheder. Opstram aldrig teltet fuldstændigt, da dette ikke giver teltet mulighed for tilpasning til vejr og vind.: [571, 452, 818, 477]
crop-mark: [951, 1913, 953, 1949]
paragraph: Hvis inderteltet er vådt eller beskidt, tages det ud og rengøres. Teltet kan pakkes ned med eller uden inderteltet indeni.: [571, 770, 818, 787]
paragraph: Při vybírání místa, kde stan postavíte, je ideální co možná nejrovnější plocha bez kamenů, větví a jiných ostrých předmětů. Rozložte stan tak, aby vstup byl otočen požadovaným směrem, ovšem tak, aby nestál přímo pod stromy. Za silného větru stan postavte tak, aby zadní část směřovala proti větru. Nejvíce si stanování užijete, když stan nejprve vyzkoušíte, postavíte a opět jej složíte, abyste před prvním výletem věděli, jak postupovat.: [1596, 334, 1843, 385]
subheading: Kondens må ikke forveksles med lekkasje.: [827, 444, 962, 452]
paragraph: Vær oppmerksom på at filmen kan løsne etter lang eksponering for sollys. Hvis dette skjer, kan du reparere teltet ved å fjerne løs film og bruke et sømtettemiddel og vanntett spray til å forsegle sømmene på nytt.: [827, 662, 1074, 688]
language-column-fr: [1083, 139, 1330, 1799]
brand-name: Outwell: [1686, 66, 1810, 106]
paragraph: Det anbefales jævnligt at benytte Outwell Waterguard på overseljet for at forlænge levetiden.: [571, 662, 818, 678]
paragraph: Stan omyjte od nečistot měkkou houbou a čistou vodou. Stan nikdy neperte v pračce, ani jej nedávejte do čistírny. Skladujte stan na suchém místě. Ačkoli jsme na všechny švy použili speciální nepromokavou nit, doporučujeme na všechny švy podél zipů a kolíků použít vodoodpudivou povrchovou úpravu na švy nebo nepromokavý sprej, neboť na tyto švy je vyvíjen největší tlak a mají větší sklon k poškození.: [1596, 586, 1843, 637]
paragraph: Les produits Outwell sont conçus pour une utilisation en camping, ce qui correspond en Moyenne à 2-5 semaines par an. Ils ne sont pas conçus pour une utilisation permanente et doivent uniquement être utilisés comme des produits pour le camping.: [1083, 234, 1330, 268]
footer-claims-de: Bei Garantiefragen und Problemen mit Produkten wenden Sie sich bitte an den Outwell-Händler, bei dem Sie das Produkt gekauft haben.: [316, 1830, 539, 1889]
subheading: Insecticides must not be sprayed in or on the tent as they may damage the fabric and coating!: [62, 544, 308, 560]
language-code: DK: [571, 139, 594, 157]
language-code: DE: [316, 139, 339, 157]
footer-claims-cz: S veškerými požadavky týkajícími se produktů se obracejte na svého dodavatele produktů Outwell.: [1596, 1830, 1828, 1873]
paragraph: Für mehr Infos und Pflege-Ratschläge besuchen Sie uns bitte auf outwell.de: [316, 1049, 540, 1057]
paragraph: Le fait de camper à proximité de la mer ou d’un lac peut augmenter les effets des rayons UV. Cela est aussi valable pour les arceaux et les pièces métalliques.: [1083, 277, 1330, 302]
subheading: Select the campsite and position the tent: [62, 293, 191, 301]
paragraph: If a minor water leak is found from taping this can easily be re-sealed using a seam sealer – the leak can happen from single thread uncovered by tape a simple fold in the covering tape or similar by human made workflows. We recommend using Outwell Waterguard on regular intervals on the flysheet material to increase the life span.: [62, 704, 308, 747]
subheading: Insektmiddel må ikke sprøytes i eller på teltet, da de kan skade stoffet og belegget!: [827, 537, 1074, 553]
paragraph: Man skal være klar over, at solens ultraviolette stråler kan beskadige overseljet på teltet, hvis det er udsat for længere tids placering direkte i solen. Outtex® materialet, som anvendes på Outwell telte, forlænger teltets levetid.: [571, 201, 818, 226]
paragraph: Enlevez la toile de sol de votre auvent et nettoyez-le si nécessaire avec une éponge et de l’eau. Nettoyez les sols sales de la même façon. (Laissez sécher avant de replier la tente). Si la tente intérieure est humide ou sale, sortez-la pour la nettoyer, la tente peut être repliée avec ou sans la tente intérieure à l’intérieur.: [1083, 867, 1330, 901]
paragraph: Stan při stavění příliš nenapínejte, neboť pak nebude schopen přizpůsobit se měnícím se povětrnostním podmínkám.: [1596, 469, 1843, 486]
